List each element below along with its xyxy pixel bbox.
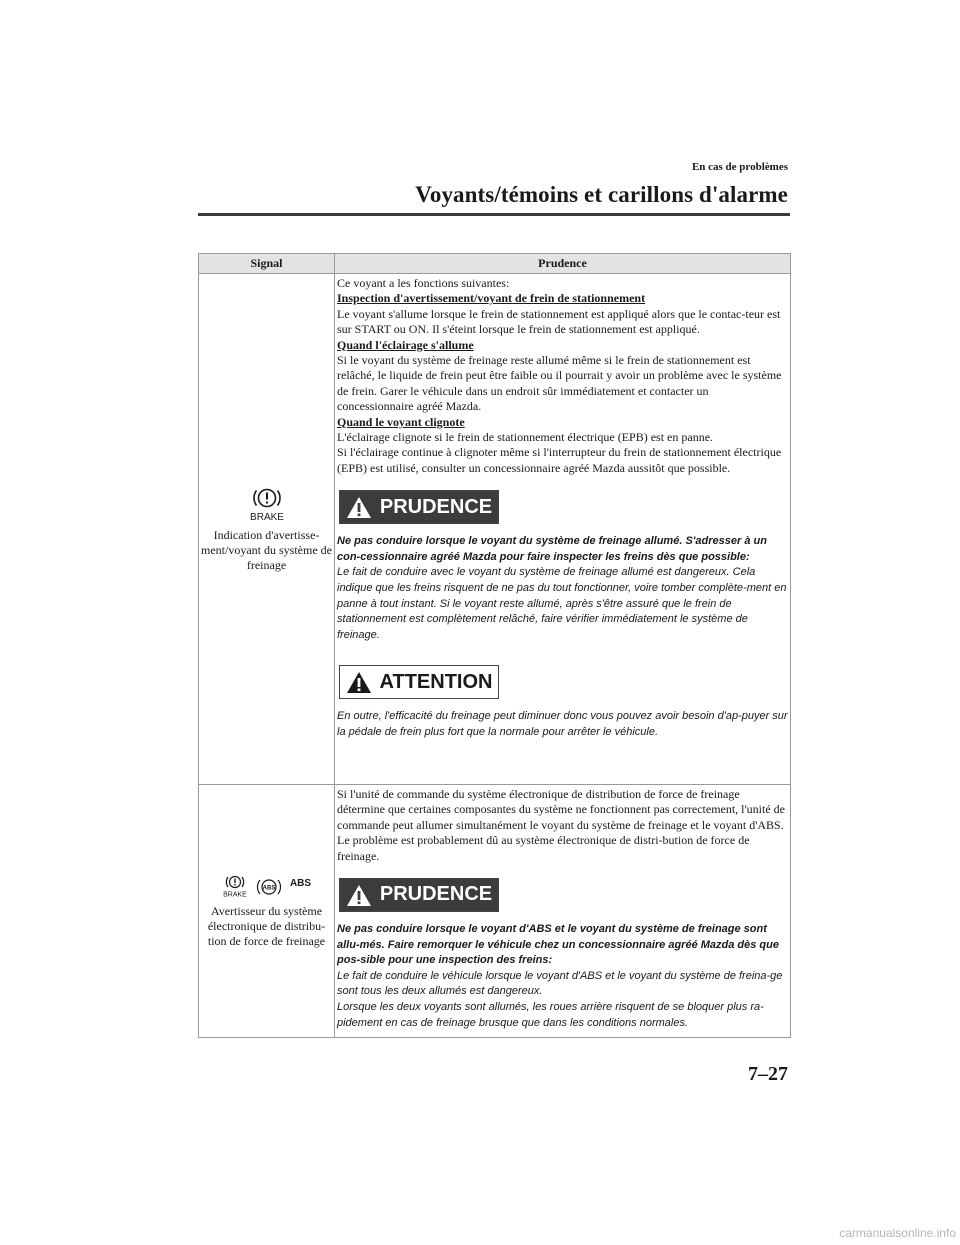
column-header-signal: Signal bbox=[199, 254, 335, 274]
watermark: carmanualsonline.info bbox=[839, 1226, 956, 1240]
attention-banner bbox=[339, 665, 499, 699]
prudence-banner bbox=[339, 878, 499, 912]
section-header: En cas de problèmes bbox=[691, 161, 788, 173]
abs-text-icon: ABS bbox=[289, 877, 312, 889]
warning-lights-table bbox=[198, 253, 791, 1038]
svg-text:BRAKE: BRAKE bbox=[249, 511, 284, 522]
signal-label: Indication d'avertisse-ment/voyant du système de freinage bbox=[201, 527, 332, 572]
header-rule bbox=[198, 213, 790, 216]
subheading-parking-brake: Inspection d'avertissement/voyant de frein de stationnement bbox=[337, 291, 646, 306]
paragraph: Le voyant s'allume lorsque le frein de stationnement est appliqué alors que le contac-teur est sur START ou ON. Il s'éteint lorsque le frein de stationnement est appliqué. bbox=[337, 306, 781, 337]
page-number: 7–27 bbox=[748, 1063, 788, 1085]
paragraph: L'éclairage clignote si le frein de stationnement électrique (EPB) est en panne. bbox=[337, 430, 714, 445]
prudence-text: Le fait de conduire avec le voyant du système de freinage allumé est dangereux. Cela indique que les freins risquent de ne pas du tout fonctionner, voire tomber complète-ment en panne à tout instant. Si le voyant reste allumé, après s'être assuré que le frein de stationnement est complètement relâché, faire vérifier immédiatement le système de freinage. bbox=[337, 566, 787, 641]
warning-triangle-icon bbox=[346, 496, 372, 519]
svg-text:ABS: ABS bbox=[262, 885, 276, 892]
paragraph: Si l'unité de commande du système électronique de distribution de force de freinage détermine que certaines composantes du système ne fonctionnent pas correctement, l'unité de commande peut allumer simultanément le voyant du système de freinage et le voyant d'ABS. Le problème est probablement dû au système électronique de distri-bution de force de freinage. bbox=[337, 787, 786, 863]
attention-label: ATTENTION bbox=[379, 670, 493, 693]
page-title: Voyants/témoins et carillons d'alarme bbox=[415, 182, 788, 207]
table-header-row bbox=[199, 254, 791, 274]
table-row bbox=[199, 274, 791, 785]
signal-cell bbox=[199, 274, 335, 785]
prudence-bold-text: Ne pas conduire lorsque le voyant d'ABS et le voyant du système de freinage sont allu-més. Faire remorquer le véhicule chez un concessionnaire agréé Mazda dès que pos-sible pour une inspection des freins: bbox=[337, 923, 779, 967]
prudence-bold-text: Ne pas conduire lorsque le voyant du système de freinage allumé. S'adresser à un con-cessionnaire agréé Mazda pour faire inspecter les freins dès que possible: bbox=[337, 535, 767, 563]
prudence-banner bbox=[339, 490, 499, 524]
svg-text:BRAKE: BRAKE bbox=[223, 891, 247, 898]
paragraph: Si l'éclairage continue à clignoter même si l'interrupteur du frein de stationnement électrique (EPB) est utilisé, consulter un concessionnaire agréé Mazda aussitôt que possible. bbox=[337, 445, 782, 475]
brake-warning-icon bbox=[247, 486, 287, 522]
paragraph: Si le voyant du système de freinage reste allumé même si le frein de stationnement est relâché, le liquide de frein peut être faible ou il pourrait y avoir un problème avec le système de frein. Garer le véhicule dans un endroit sûr immédiatement et contacter un concessionnaire agréé Mazda. bbox=[337, 353, 782, 414]
prudence-cell bbox=[335, 274, 791, 785]
attention-text: En outre, l'efficacité du freinage peut diminuer donc vous pouvez avoir besoin d'ap-puyer sur la pédale de frein plus fort que la normale pour arrêter le véhicule. bbox=[337, 710, 788, 739]
subheading-light-flashing: Quand le voyant clignote bbox=[337, 414, 465, 429]
signal-label: Avertisseur du système électronique de distribu-tion de force de freinage bbox=[207, 903, 326, 948]
prudence-text: Lorsque les deux voyants sont allumés, les roues arrière risquent de se bloquer plus ra-pidement en cas de freinage brusque que dans les conditions normales. bbox=[337, 1001, 764, 1029]
signal-cell bbox=[199, 785, 335, 1038]
warning-triangle-icon bbox=[346, 884, 372, 907]
column-header-prudence: Prudence bbox=[335, 254, 791, 274]
brake-warning-icon bbox=[222, 874, 248, 898]
warning-triangle-icon bbox=[346, 671, 372, 694]
prudence-label: PRUDENCE bbox=[379, 883, 493, 906]
subheading-light-on: Quand l'éclairage s'allume bbox=[337, 337, 474, 352]
intro-text: Ce voyant a les fonctions suivantes: bbox=[337, 276, 510, 290]
prudence-label: PRUDENCE bbox=[379, 495, 493, 518]
table-row bbox=[199, 785, 791, 1038]
prudence-cell bbox=[335, 785, 791, 1038]
abs-warning-icon bbox=[256, 876, 282, 898]
prudence-text: Le fait de conduire le véhicule lorsque le voyant d'ABS et le voyant du système de freina-ge sont tous les deux allumés est dangereux. bbox=[337, 969, 783, 998]
